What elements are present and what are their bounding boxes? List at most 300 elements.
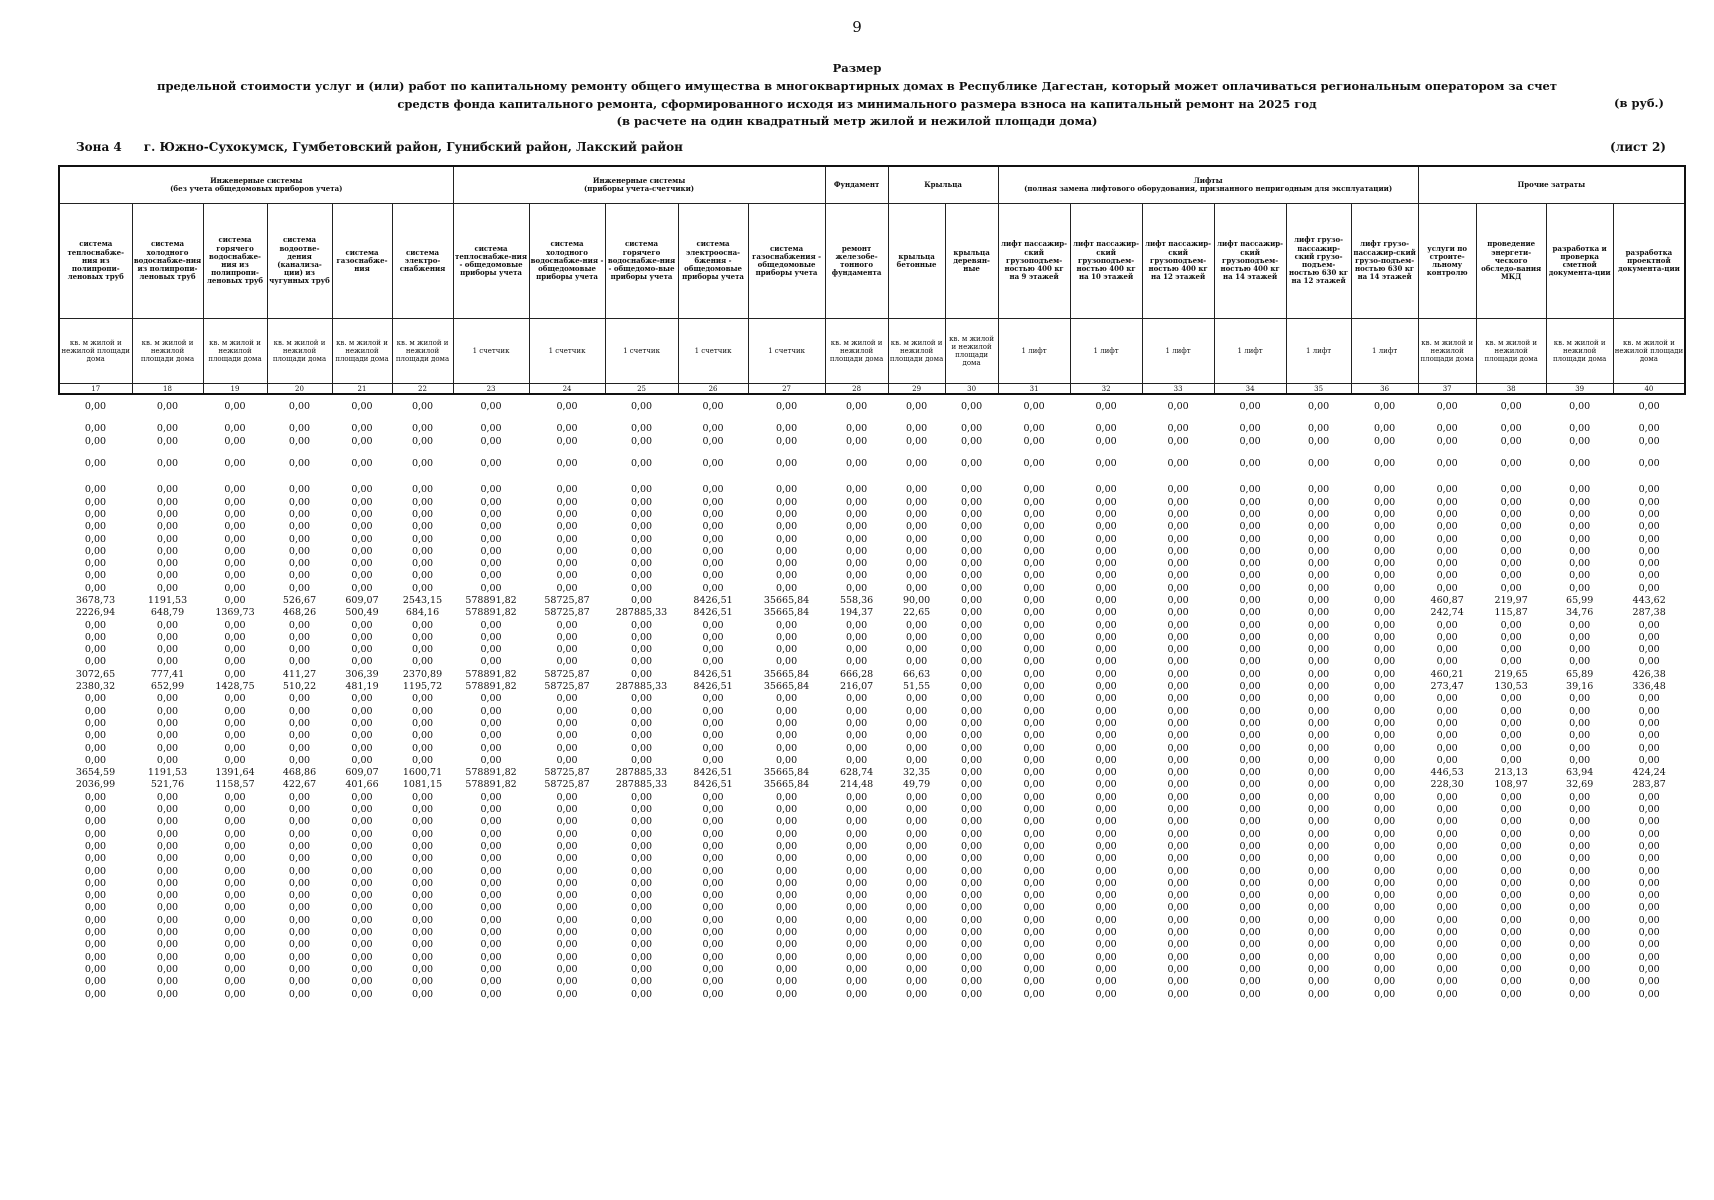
table-cell: 0,00 (1308, 853, 1330, 865)
table-cell: 0,00 (1023, 458, 1045, 470)
table-cell: 0,00 (156, 816, 179, 828)
table-cell: 0,00 (1023, 730, 1045, 742)
table-cell: 0,00 (1374, 619, 1396, 631)
table-cell: 0,00 (630, 656, 653, 668)
table-cell: 0,00 (556, 582, 578, 594)
table-cell: 0,00 (1239, 423, 1261, 435)
table-cell: 0,00 (411, 816, 434, 828)
table-cell: 0,00 (1308, 927, 1330, 939)
table-cell: 0,00 (556, 976, 578, 988)
table-cell: 0,00 (961, 742, 983, 754)
table-cell: 0,00 (351, 890, 373, 902)
table-cell: 0,00 (961, 644, 983, 656)
table-cell: 0,00 (630, 619, 653, 631)
table-cell: 0,00 (1239, 902, 1261, 914)
table-cell: 0,00 (961, 865, 983, 877)
table-cell: 0,00 (1095, 976, 1117, 988)
table-cell: 0,00 (1095, 840, 1117, 852)
table-cell: 0,00 (351, 582, 373, 594)
table-cell: 0,00 (156, 717, 179, 729)
table-cell: 0,00 (1023, 816, 1045, 828)
table-cell: 0,00 (775, 693, 798, 705)
table-cell: 0,00 (630, 939, 653, 951)
table-cell: 306,39 (345, 668, 379, 680)
table-cell: 0,00 (288, 754, 311, 766)
table-cell: 0,00 (775, 631, 798, 643)
table-cell: 0,00 (1569, 840, 1591, 852)
table-cell: 0,00 (411, 484, 434, 496)
table-cell: 0,00 (480, 533, 502, 545)
table-cell: 0,00 (1638, 840, 1660, 852)
table-cell: 0,00 (846, 902, 868, 914)
table-cell: 0,00 (961, 988, 983, 1000)
table-cell: 0,00 (702, 545, 724, 557)
table-cell: 0,00 (224, 963, 246, 975)
table-cell: 0,00 (411, 619, 434, 631)
table-cell: 0,00 (1500, 705, 1522, 717)
table-cell: 0,00 (156, 988, 179, 1000)
table-cell: 0,00 (156, 545, 179, 557)
table-cell: 0,00 (351, 976, 373, 988)
table-cell: 0,00 (775, 939, 798, 951)
table-cell: 0,00 (846, 791, 868, 803)
table-cell: 0,00 (846, 804, 868, 816)
table-cell: 0,00 (411, 927, 434, 939)
table-cell: 0,00 (556, 545, 578, 557)
table-row (59, 829, 1685, 841)
table-cell: 0,00 (1569, 619, 1591, 631)
table-cell: 0,00 (1308, 619, 1330, 631)
table-cell: 0,00 (1239, 533, 1261, 545)
table-cell: 0,00 (846, 939, 868, 951)
table-cell: 0,00 (846, 545, 868, 557)
table-cell: 3072,65 (75, 668, 116, 680)
table-cell: 0,00 (156, 865, 179, 877)
table-cell: 0,00 (1436, 730, 1458, 742)
table-cell: 0,00 (1095, 607, 1117, 619)
table-row (59, 853, 1685, 865)
table-cell: 0,00 (224, 558, 246, 570)
table-cell: 0,00 (84, 976, 107, 988)
table-cell: 0,00 (1239, 681, 1261, 693)
table-cell: 0,00 (480, 705, 502, 717)
table-cell: 0,00 (1436, 927, 1458, 939)
table-cell: 0,00 (84, 890, 107, 902)
table-row (59, 583, 1685, 595)
column-number: 21 (332, 384, 392, 395)
table-cell: 0,00 (1374, 508, 1396, 520)
table-cell: 66,63 (902, 668, 931, 680)
table-cell: 0,00 (846, 693, 868, 705)
table-cell: 0,00 (630, 754, 653, 766)
table-cell: 32,69 (1566, 779, 1594, 791)
table-cell: 0,00 (961, 619, 983, 631)
table-cell: 0,00 (1308, 558, 1330, 570)
table-cell: 0,00 (288, 401, 311, 413)
page-number: 9 (852, 18, 862, 36)
table-cell: 0,00 (1023, 914, 1045, 926)
table-cell: 0,00 (480, 951, 502, 963)
table-cell: 0,00 (1023, 902, 1045, 914)
table-row (59, 509, 1685, 521)
table-row (59, 718, 1685, 730)
column-number: 32 (1070, 384, 1142, 395)
table-cell: 0,00 (961, 902, 983, 914)
table-cell: 0,00 (84, 423, 107, 435)
table-cell: 0,00 (1167, 976, 1189, 988)
table-cell: 0,00 (961, 828, 983, 840)
table-cell: 0,00 (1436, 976, 1458, 988)
table-cell: 0,00 (1023, 939, 1045, 951)
table-cell: 0,00 (1436, 877, 1458, 889)
table-row (59, 915, 1685, 927)
table-cell: 0,00 (1436, 496, 1458, 508)
table-cell: 0,00 (1308, 631, 1330, 643)
table-cell: 58725,87 (544, 779, 590, 791)
column-header: лифт пассажир-ский грузоподъем-ностью 400 кг на 9 этажей (998, 204, 1070, 319)
table-cell: 0,00 (702, 927, 724, 939)
table-cell: 0,00 (1167, 496, 1189, 508)
table-cell: 0,00 (288, 533, 311, 545)
table-cell: 0,00 (224, 533, 246, 545)
table-cell: 0,00 (1436, 865, 1458, 877)
table-cell: 0,00 (224, 988, 246, 1000)
table-cell: 0,00 (1167, 693, 1189, 705)
table-header (59, 166, 1685, 394)
unit-header: кв. м жилой и нежилой площади дома (1546, 319, 1613, 384)
table-cell: 0,00 (1167, 890, 1189, 902)
table-cell: 0,00 (702, 619, 724, 631)
table-cell: 0,00 (1436, 508, 1458, 520)
table-cell: 0,00 (775, 496, 798, 508)
table-cell: 0,00 (1095, 804, 1117, 816)
table-cell: 0,00 (1638, 558, 1660, 570)
table-cell: 0,00 (906, 435, 928, 447)
table-cell: 0,00 (906, 656, 928, 668)
table-cell: 0,00 (1569, 570, 1591, 582)
table-cell: 336,48 (1632, 681, 1666, 693)
table-cell: 0,00 (351, 521, 373, 533)
table-cell: 0,00 (1167, 619, 1189, 631)
table-cell: 0,00 (1095, 963, 1117, 975)
table-cell: 0,00 (1308, 951, 1330, 963)
table-cell: 0,00 (702, 988, 724, 1000)
table-cell: 8426,51 (693, 681, 733, 693)
table-cell: 0,00 (156, 828, 179, 840)
table-cell: 0,00 (702, 496, 724, 508)
table-cell: 0,00 (84, 853, 107, 865)
column-number: 20 (267, 384, 332, 395)
table-cell: 0,00 (775, 423, 798, 435)
table-cell: 0,00 (84, 717, 107, 729)
table-cell: 0,00 (556, 742, 578, 754)
column-header: крыльца бетонные (888, 204, 945, 319)
table-cell: 0,00 (1095, 558, 1117, 570)
table-cell: 0,00 (1167, 804, 1189, 816)
table-cell: 0,00 (351, 401, 373, 413)
table-cell: 0,00 (702, 656, 724, 668)
table-cell: 0,00 (156, 804, 179, 816)
table-cell: 0,00 (1167, 423, 1189, 435)
table-cell: 0,00 (1023, 595, 1045, 606)
table-cell: 0,00 (1167, 521, 1189, 533)
table-cell: 0,00 (1239, 458, 1261, 470)
table-cell: 0,00 (906, 730, 928, 742)
table-cell: 0,00 (1569, 484, 1591, 496)
table-cell: 0,00 (1638, 656, 1660, 668)
table-cell: 0,00 (1167, 484, 1189, 496)
table-cell: 1428,75 (215, 681, 255, 693)
table-cell: 0,00 (1167, 742, 1189, 754)
column-header: лифт пассажир-ский грузоподъем-ностью 400 кг на 12 этажей (1142, 204, 1214, 319)
column-header: система электроосна-бжения - общедомовые приборы учета (678, 204, 748, 319)
table-row (59, 730, 1685, 742)
group-header: Лифты (полная замена лифтового оборудования, признанного непригодным для эксплуатации) (998, 166, 1418, 204)
table-cell: 0,00 (224, 816, 246, 828)
table-cell: 0,00 (1374, 767, 1396, 779)
table-cell: 0,00 (961, 816, 983, 828)
table-cell: 0,00 (846, 865, 868, 877)
table-cell: 0,00 (1095, 828, 1117, 840)
column-header: разработка проектной документа-ции (1613, 204, 1685, 319)
table-cell: 0,00 (351, 693, 373, 705)
table-cell: 0,00 (1638, 890, 1660, 902)
table-cell: 0,00 (1167, 963, 1189, 975)
table-cell: 0,00 (846, 644, 868, 656)
table-cell: 0,00 (1023, 840, 1045, 852)
unit-header: 1 счетчик (605, 319, 678, 384)
table-cell: 1081,15 (402, 779, 443, 791)
table-cell: 0,00 (1239, 521, 1261, 533)
table-cell: 0,00 (556, 644, 578, 656)
table-cell: 0,00 (1308, 779, 1330, 791)
table-cell: 0,00 (1167, 545, 1189, 557)
table-cell: 0,00 (1308, 533, 1330, 545)
table-cell: 0,00 (1638, 508, 1660, 520)
table-cell: 0,00 (156, 558, 179, 570)
table-cell: 0,00 (1569, 853, 1591, 865)
table-cell: 558,36 (839, 595, 874, 606)
table-row (59, 533, 1685, 545)
table-cell: 0,00 (351, 644, 373, 656)
table-cell: 0,00 (1374, 877, 1396, 889)
table-cell: 0,00 (1500, 927, 1522, 939)
table-cell: 0,00 (1308, 804, 1330, 816)
table-cell: 0,00 (84, 951, 107, 963)
table-cell: 0,00 (846, 401, 868, 413)
table-cell: 0,00 (1374, 927, 1396, 939)
table-cell: 0,00 (630, 742, 653, 754)
table-cell: 0,00 (1569, 508, 1591, 520)
table-cell: 0,00 (1638, 988, 1660, 1000)
table-cell: 0,00 (84, 816, 107, 828)
column-header: лифт грузо-пассажир-ский грузо-подъем-ностью 630 кг на 12 этажей (1286, 204, 1351, 319)
table-cell: 0,00 (1239, 840, 1261, 852)
table-cell: 0,00 (351, 988, 373, 1000)
table-row (59, 951, 1685, 963)
table-cell: 0,00 (480, 914, 502, 926)
table-cell: 0,00 (1308, 865, 1330, 877)
table-cell: 0,00 (775, 582, 798, 594)
table-cell: 0,00 (84, 693, 107, 705)
table-cell: 0,00 (288, 939, 311, 951)
table-cell: 0,00 (1569, 401, 1591, 413)
unit-header: 1 лифт (1351, 319, 1418, 384)
table-cell: 8426,51 (693, 779, 733, 791)
table-cell: 0,00 (775, 558, 798, 570)
table-cell: 0,00 (156, 644, 179, 656)
table-cell: 0,00 (961, 890, 983, 902)
table-cell: 0,00 (1500, 939, 1522, 951)
table-cell: 0,00 (702, 644, 724, 656)
table-cell: 0,00 (1638, 693, 1660, 705)
table-cell: 0,00 (480, 631, 502, 643)
table-cell: 0,00 (906, 865, 928, 877)
table-cell: 0,00 (1374, 705, 1396, 717)
table-cell: 0,00 (156, 458, 179, 470)
row-spacer (59, 448, 1685, 458)
table-cell: 0,00 (351, 951, 373, 963)
table-cell: 0,00 (1436, 791, 1458, 803)
table-cell: 0,00 (1436, 558, 1458, 570)
table-cell: 0,00 (1095, 730, 1117, 742)
table-cell: 0,00 (1638, 963, 1660, 975)
column-number: 33 (1142, 384, 1214, 395)
table-cell: 0,00 (1374, 693, 1396, 705)
table-cell: 0,00 (906, 717, 928, 729)
table-cell: 0,00 (1167, 779, 1189, 791)
table-cell: 0,00 (846, 914, 868, 926)
table-cell: 0,00 (1239, 435, 1261, 447)
table-cell: 0,00 (1095, 496, 1117, 508)
table-cell: 0,00 (702, 914, 724, 926)
table-cell: 0,00 (556, 693, 578, 705)
table-cell: 0,00 (1638, 902, 1660, 914)
table-cell: 0,00 (1308, 976, 1330, 988)
table-cell: 0,00 (1638, 401, 1660, 413)
table-cell: 0,00 (1374, 791, 1396, 803)
table-cell: 0,00 (630, 631, 653, 643)
table-cell: 0,00 (1638, 951, 1660, 963)
column-header: система электро-снабжения (392, 204, 453, 319)
column-header: система горячего водоснабже-ния из полипропи-леновых труб (203, 204, 267, 319)
table-cell: 0,00 (775, 533, 798, 545)
table-cell: 0,00 (846, 877, 868, 889)
table-cell: 0,00 (1308, 681, 1330, 693)
table-cell: 0,00 (1167, 607, 1189, 619)
table-cell: 0,00 (630, 927, 653, 939)
table-cell: 0,00 (961, 927, 983, 939)
table-cell: 0,00 (961, 607, 983, 619)
table-cell: 0,00 (1167, 914, 1189, 926)
table-cell: 0,00 (156, 656, 179, 668)
group-header: Крыльца (888, 166, 998, 204)
table-cell: 0,00 (906, 545, 928, 557)
table-cell: 0,00 (775, 840, 798, 852)
table-cell: 0,00 (1023, 435, 1045, 447)
table-cell: 0,00 (1500, 619, 1522, 631)
table-cell: 0,00 (411, 804, 434, 816)
table-cell: 0,00 (480, 458, 502, 470)
column-number: 23 (453, 384, 529, 395)
table-cell: 0,00 (1095, 705, 1117, 717)
table-cell: 628,74 (839, 767, 874, 779)
table-cell: 0,00 (84, 644, 107, 656)
table-cell: 0,00 (775, 656, 798, 668)
table-cell: 0,00 (1023, 668, 1045, 680)
table-cell: 0,00 (288, 791, 311, 803)
table-cell: 0,00 (411, 865, 434, 877)
table-cell: 0,00 (411, 742, 434, 754)
table-cell: 0,00 (906, 533, 928, 545)
table-cell: 0,00 (84, 939, 107, 951)
table-cell: 0,00 (224, 631, 246, 643)
table-cell: 0,00 (84, 840, 107, 852)
table-cell: 0,00 (156, 963, 179, 975)
table-cell: 0,00 (84, 631, 107, 643)
table-cell: 0,00 (1095, 754, 1117, 766)
table-cell: 0,00 (84, 570, 107, 582)
table-cell: 0,00 (1500, 656, 1522, 668)
table-cell: 0,00 (961, 804, 983, 816)
table-cell: 58725,87 (544, 767, 590, 779)
table-cell: 0,00 (156, 631, 179, 643)
table-cell: 0,00 (556, 717, 578, 729)
table-cell: 0,00 (775, 988, 798, 1000)
table-cell: 0,00 (1436, 816, 1458, 828)
table-cell: 0,00 (1500, 988, 1522, 1000)
table-cell: 0,00 (775, 619, 798, 631)
table-cell: 0,00 (156, 508, 179, 520)
table-cell: 0,00 (702, 484, 724, 496)
table-cell: 0,00 (351, 914, 373, 926)
table-cell: 0,00 (1023, 693, 1045, 705)
table-cell: 0,00 (906, 976, 928, 988)
table-cell: 0,00 (224, 595, 246, 606)
table-cell: 0,00 (630, 545, 653, 557)
table-cell: 0,00 (1500, 508, 1522, 520)
table-cell: 0,00 (1374, 607, 1396, 619)
table-cell: 0,00 (84, 754, 107, 766)
table-cell: 0,00 (630, 521, 653, 533)
table-cell: 0,00 (1095, 521, 1117, 533)
table-cell: 0,00 (775, 401, 798, 413)
table-cell: 0,00 (84, 791, 107, 803)
table-cell: 0,00 (630, 791, 653, 803)
table-cell: 0,00 (1239, 853, 1261, 865)
table-cell: 0,00 (480, 976, 502, 988)
table-cell: 0,00 (906, 401, 928, 413)
table-cell: 0,00 (480, 963, 502, 975)
table-cell: 0,00 (1374, 840, 1396, 852)
table-cell: 0,00 (1569, 927, 1591, 939)
table-cell: 578891,82 (465, 668, 517, 680)
table-cell: 0,00 (1374, 484, 1396, 496)
table-cell: 0,00 (846, 533, 868, 545)
table-cell: 0,00 (1239, 607, 1261, 619)
column-number: 39 (1546, 384, 1613, 395)
table-cell: 0,00 (1095, 890, 1117, 902)
table-cell: 0,00 (156, 976, 179, 988)
unit-header: 1 счетчик (453, 319, 529, 384)
table-cell: 242,74 (1430, 607, 1464, 619)
table-cell: 0,00 (556, 877, 578, 889)
table-cell: 0,00 (1095, 939, 1117, 951)
table-cell: 0,00 (1095, 595, 1117, 606)
table-cell: 0,00 (351, 742, 373, 754)
table-cell: 0,00 (775, 902, 798, 914)
table-cell: 0,00 (224, 496, 246, 508)
